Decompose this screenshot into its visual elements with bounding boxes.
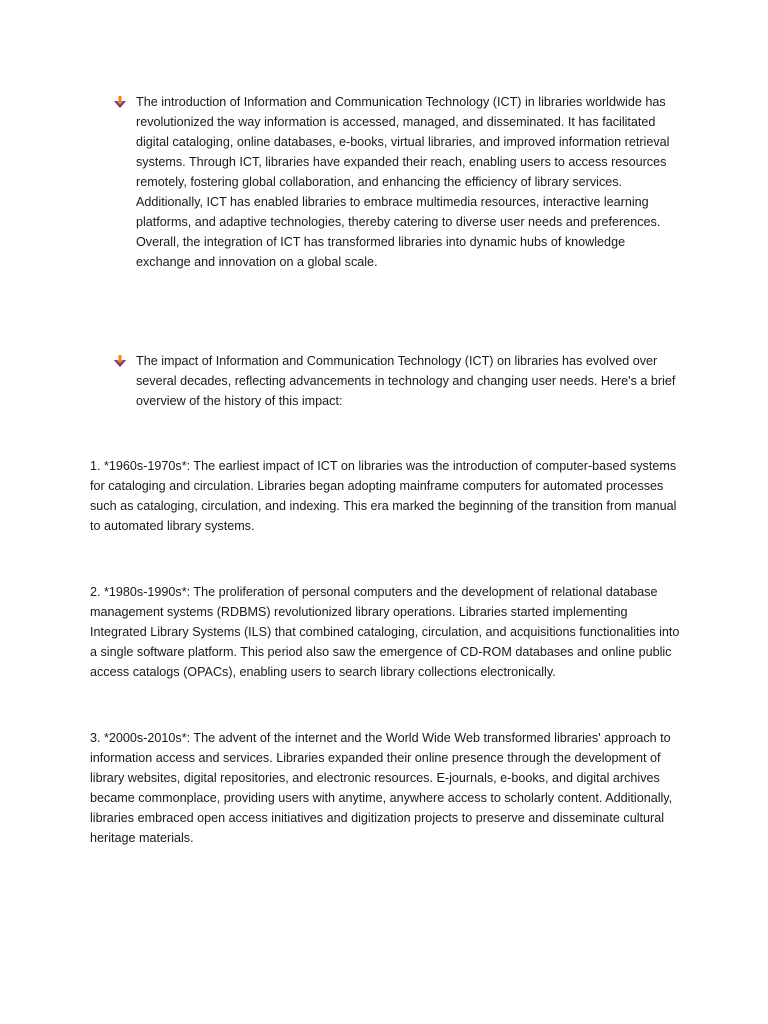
- bullet-item-ict-introduction: [113, 92, 683, 272]
- bullet-text: The impact of Information and Communication Technology (ICT) on libraries has evolved over several decades, reflecting advancements in technology and changing user needs. Here's a brief overview of the history of this impact:: [136, 354, 676, 408]
- paragraph-1960s-1970s: 1. *1960s-1970s*: The earliest impact of ICT on libraries was the introduction of computer-based systems for cataloging and circulation. Libraries began adopting mainframe computers for automated processes such as cataloging, circulation, and indexing. This era marked the beginning of the transition from manual to automated library systems.: [90, 459, 677, 533]
- down-arrow-bullet-icon: [113, 354, 127, 368]
- bullet-item-ict-impact: [113, 351, 683, 411]
- down-arrow-bullet-icon: [113, 95, 127, 109]
- bullet-text: The introduction of Information and Communication Technology (ICT) in libraries worldwide has revolutionized the way information is accessed, managed, and disseminated. It has facilitated digital cataloging, online databases, e-books, virtual libraries, and improved information retrieval systems. Through ICT, libraries have expanded their reach, enabling users to access resources remotely, fostering global collaboration, and enhancing the efficiency of library services. Additionally, ICT has enabled libraries to embrace multimedia resources, interactive learning platforms, and adaptive technologies, thereby catering to diverse user needs and preferences. Overall, the integration of ICT has transformed libraries into dynamic hubs of knowledge exchange and innovation on a global scale.: [136, 95, 670, 269]
- paragraph-2000s-2010s: 3. *2000s-2010s*: The advent of the internet and the World Wide Web transformed libraries' approach to information access and services. Libraries expanded their online presence through the development of library websites, digital repositories, and electronic resources. E-journals, e-books, and digital archives became commonplace, providing users with anytime, anywhere access to scholarly content. Additionally, libraries embraced open access initiatives and digitization projects to preserve and disseminate cultural heritage materials.: [90, 731, 673, 845]
- paragraph-1980s-1990s: 2. *1980s-1990s*: The proliferation of personal computers and the development of relational database management systems (RDBMS) revolutionized library operations. Libraries started implementing Integrated Library Systems (ILS) that combined cataloging, circulation, and acquisitions functionalities into a single software platform. This period also saw the emergence of CD-ROM databases and online public access catalogs (OPACs), enabling users to search library collections electronically.: [90, 585, 680, 679]
